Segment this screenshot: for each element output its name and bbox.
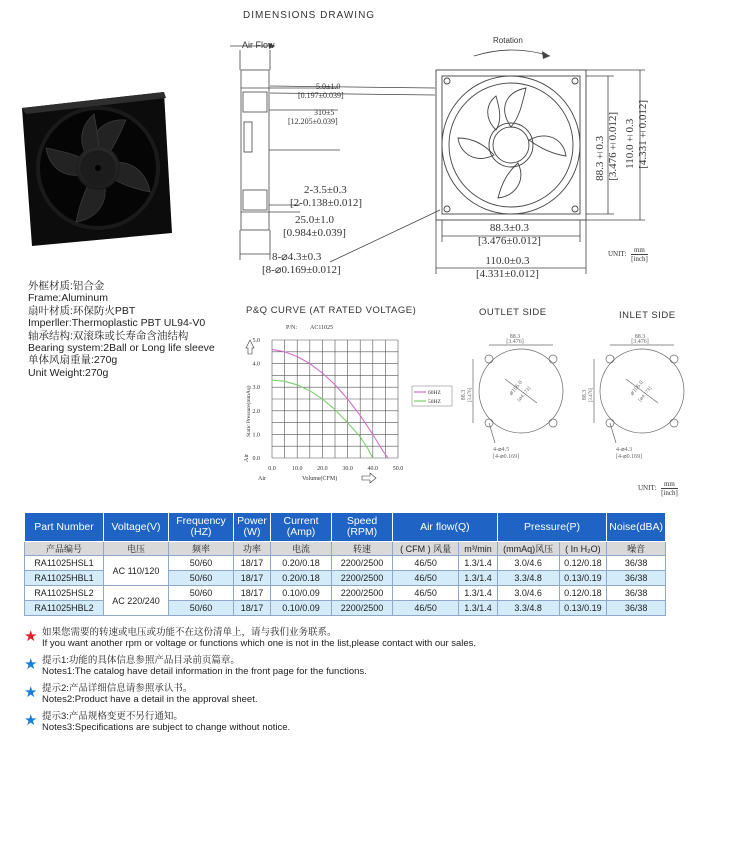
- note-contact: ★ 如果您需要的转速或电压或功能不在这份清单上，请与我们业务联系。 If you want another rpm or voltage or functions which one is not in the list,please contact with our sales.: [24, 627, 477, 649]
- x-axis-label: Volume(CFM): [302, 476, 338, 482]
- cell: 50/60: [169, 586, 234, 601]
- cell: 50/60: [169, 556, 234, 571]
- cn-header: 产品编号: [25, 542, 104, 556]
- spec-list: [28, 280, 215, 379]
- cell: 18/17: [234, 556, 271, 571]
- cell: 0.13/0.19: [559, 571, 607, 586]
- x-tick-label: 40.0: [367, 466, 379, 472]
- right-arrow-icon: [362, 473, 376, 483]
- spec-line: 扇叶材质:环保防火PBT: [28, 304, 136, 317]
- dim-hole-h: 88.3±0.3 [3.476±0.012]: [594, 112, 619, 181]
- y-tick-label: 2.0: [252, 408, 260, 415]
- inlet-top: 88.3: [634, 334, 646, 340]
- table-cn-header-row: [25, 542, 666, 556]
- cell: 46/50: [393, 556, 459, 571]
- cell: 3.3/4.8: [497, 571, 559, 586]
- blue-star-icon: ★: [24, 684, 38, 701]
- y-tick-label: 4.0: [252, 361, 260, 368]
- cell: 0.12/0.18: [559, 586, 607, 601]
- spec-line: Imperller:Thermoplastic PBT UL94-V0: [28, 317, 206, 330]
- cell: 36/38: [607, 586, 666, 601]
- x-tick-label: 0.0: [268, 466, 276, 472]
- legend-label: 50HZ: [428, 399, 441, 405]
- cn-header: 功率: [234, 542, 271, 556]
- cell: 36/38: [607, 601, 666, 616]
- pq-chart: [236, 318, 456, 488]
- x-tick-label: 10.0: [291, 466, 303, 472]
- cell: 0.12/0.18: [559, 556, 607, 571]
- th-noise: Noise(dBA): [607, 513, 666, 542]
- inlet-left-in: [3.476]: [589, 387, 594, 403]
- cell: 0.10/0.09: [271, 601, 332, 616]
- spec-line: 外框材质:铝合金: [28, 280, 105, 292]
- notes: [24, 628, 476, 740]
- red-star-icon: ★: [24, 628, 38, 645]
- cell-voltage: AC 110/120: [104, 556, 169, 586]
- cn-header: ( In H₂O): [559, 542, 607, 556]
- x-tick-label: 20.0: [317, 466, 328, 472]
- cn-header: ( CFM ) 风量: [393, 542, 459, 556]
- x-axis-word: Air: [258, 476, 266, 482]
- pn-label: P/N:: [286, 325, 298, 331]
- y-tick-label: 0.0: [252, 456, 260, 462]
- cell: 46/50: [393, 601, 459, 616]
- air-flow-label: Air Flow: [242, 40, 275, 50]
- pn-value: AC11025: [310, 325, 334, 331]
- cell: 0.13/0.19: [559, 601, 607, 616]
- dim-mount: 8-⌀4.3±0.3 [8-⌀0.169±0.012]: [262, 251, 341, 276]
- y-tick-label: 5.0: [252, 338, 260, 344]
- pq-title: P&Q CURVE (AT RATED VOLTAGE): [246, 305, 417, 316]
- outlet-left-in: [3.476]: [468, 387, 473, 403]
- note-3: ★ 提示3:产品规格变更不另行通知。 Notes3:Specifications are subject to change without notice.: [24, 711, 291, 733]
- cell-voltage: AC 220/240: [104, 586, 169, 616]
- cell: 2200/2500: [332, 571, 393, 586]
- dim-lead-a: 5.0±1.0 [0.197±0.039]: [298, 82, 344, 100]
- cn-header: 电压: [104, 542, 169, 556]
- cn-header: 噪音: [607, 542, 666, 556]
- series-line-60hz: [272, 349, 388, 458]
- th-pressure: Pressure(P): [497, 513, 607, 542]
- cell: 46/50: [393, 571, 459, 586]
- inlet-bottom: 4-⌀4.3: [616, 447, 633, 453]
- spec-line: 单体风扇重量:270g: [28, 354, 118, 367]
- blue-star-icon: ★: [24, 712, 38, 729]
- spec-line: Frame:Aluminum: [28, 292, 108, 305]
- table-header-row: [25, 513, 666, 542]
- y-tick-label: 3.0: [252, 385, 260, 392]
- dim-hole-w: 88.3±0.3 [3.476±0.012]: [478, 222, 541, 247]
- cell: 18/17: [234, 586, 271, 601]
- cell: 2200/2500: [332, 556, 393, 571]
- cell: 18/17: [234, 601, 271, 616]
- cell: 50/60: [169, 601, 234, 616]
- outlet-top-in: [3.476]: [506, 339, 524, 345]
- outlet-center-in: [⌀4.173]: [517, 386, 533, 404]
- cell: 50/60: [169, 571, 234, 586]
- inlet-left: 88.3: [582, 389, 588, 401]
- note-1: ★ 提示1:功能的具体信息参照产品目录前页篇章。 Notes1:The catalog have detail information in the front page for the functions.: [24, 655, 367, 677]
- outlet-side-drawing: [455, 325, 580, 465]
- legend-label: 60HZ: [428, 390, 441, 396]
- dim-lead-b: 310±5 [12.205±0.039]: [288, 108, 338, 126]
- th-frequency: Frequency (HZ): [169, 513, 234, 542]
- cell: 1.3/1.4: [459, 556, 498, 571]
- cell-part-number: RA11025HBL2: [25, 601, 104, 616]
- dim-hole-c: 2-3.5±0.3 [2-0.138±0.012]: [290, 184, 363, 209]
- note-2: ★ 提示2:产品详细信息请参照承认书。 Notes2:Product have a detail in the approval sheet.: [24, 683, 258, 705]
- th-part-number: Part Number: [25, 513, 104, 542]
- cell: 3.3/4.8: [497, 601, 559, 616]
- th-power: Power (W): [234, 513, 271, 542]
- cell: 36/38: [607, 556, 666, 571]
- rotation-label: Rotation: [493, 36, 523, 45]
- dim-frame-w: 110.0±0.3 [4.331±0.012]: [476, 255, 539, 280]
- y-axis-label: Static Pressure(mmAq): [246, 385, 252, 437]
- unit-legend-bottom: UNIT: mm [inch]: [638, 480, 678, 497]
- cell: 46/50: [393, 586, 459, 601]
- inlet-top-in: [3.476]: [631, 339, 649, 345]
- dim-frame-h: 110.0±0.3 [4.331±0.012]: [624, 100, 649, 169]
- cell: 36/38: [607, 571, 666, 586]
- cell-part-number: RA11025HBL1: [25, 571, 104, 586]
- x-tick-label: 50.0: [392, 466, 404, 472]
- spec-line: Bearing system:2Ball or Long life sleeve: [28, 342, 215, 355]
- cell: 0.20/0.18: [271, 556, 332, 571]
- outlet-center: ⌀106.0: [508, 379, 525, 397]
- outlet-left: 88.3: [461, 389, 467, 401]
- inlet-side-title: INLET SIDE: [619, 310, 676, 321]
- inlet-side-drawing: [578, 325, 703, 465]
- cell-part-number: RA11025HSL1: [25, 556, 104, 571]
- cell: 3.0/4.6: [497, 586, 559, 601]
- unit-legend-top: UNIT: mm [inch]: [608, 246, 648, 263]
- inlet-bottom-in: [4-⌀0.169]: [616, 454, 643, 460]
- inlet-center: ⌀106.0: [629, 379, 646, 397]
- x-tick-label: 30.0: [342, 466, 353, 472]
- cn-header: m³/min: [459, 542, 498, 556]
- cell: 1.3/1.4: [459, 586, 498, 601]
- inlet-center-in: [⌀4.173]: [638, 386, 654, 404]
- outlet-bottom: 4-⌀4.5: [493, 447, 510, 453]
- th-voltage: Voltage(V): [104, 513, 169, 542]
- cell: 1.3/1.4: [459, 601, 498, 616]
- outlet-bottom-in: [4-⌀0.169]: [493, 454, 520, 460]
- cn-header: 电流: [271, 542, 332, 556]
- cell: 1.3/1.4: [459, 571, 498, 586]
- cell: 3.0/4.6: [497, 556, 559, 571]
- outlet-top: 88.3: [509, 334, 521, 340]
- dimensions-title: DIMENSIONS DRAWING: [243, 10, 376, 21]
- cn-header: (mmAq)风压: [497, 542, 559, 556]
- cn-header: 频率: [169, 542, 234, 556]
- cell-part-number: RA11025HSL2: [25, 586, 104, 601]
- y-axis-word: Air: [244, 454, 250, 462]
- table-row: [25, 586, 666, 601]
- blue-star-icon: ★: [24, 656, 38, 673]
- spec-line: Unit Weight:270g: [28, 366, 109, 379]
- cell: 0.20/0.18: [271, 571, 332, 586]
- cell: 18/17: [234, 571, 271, 586]
- th-air-flow: Air flow(Q): [393, 513, 498, 542]
- fan-photo: [14, 88, 176, 250]
- th-speed: Speed (RPM): [332, 513, 393, 542]
- spec-line: 轴承结构:双滚珠或长寿命含油结构: [28, 329, 189, 342]
- table-row: [25, 556, 666, 571]
- dim-depth: 25.0±1.0 [0.984±0.039]: [283, 214, 346, 239]
- cn-header: 转速: [332, 542, 393, 556]
- th-current: Current (Amp): [271, 513, 332, 542]
- cell: 2200/2500: [332, 601, 393, 616]
- front-view: [436, 70, 586, 220]
- cell: 0.10/0.09: [271, 586, 332, 601]
- outlet-side-title: OUTLET SIDE: [479, 307, 547, 318]
- cell: 2200/2500: [332, 586, 393, 601]
- y-tick-label: 1.0: [252, 432, 260, 439]
- spec-table: [24, 512, 666, 616]
